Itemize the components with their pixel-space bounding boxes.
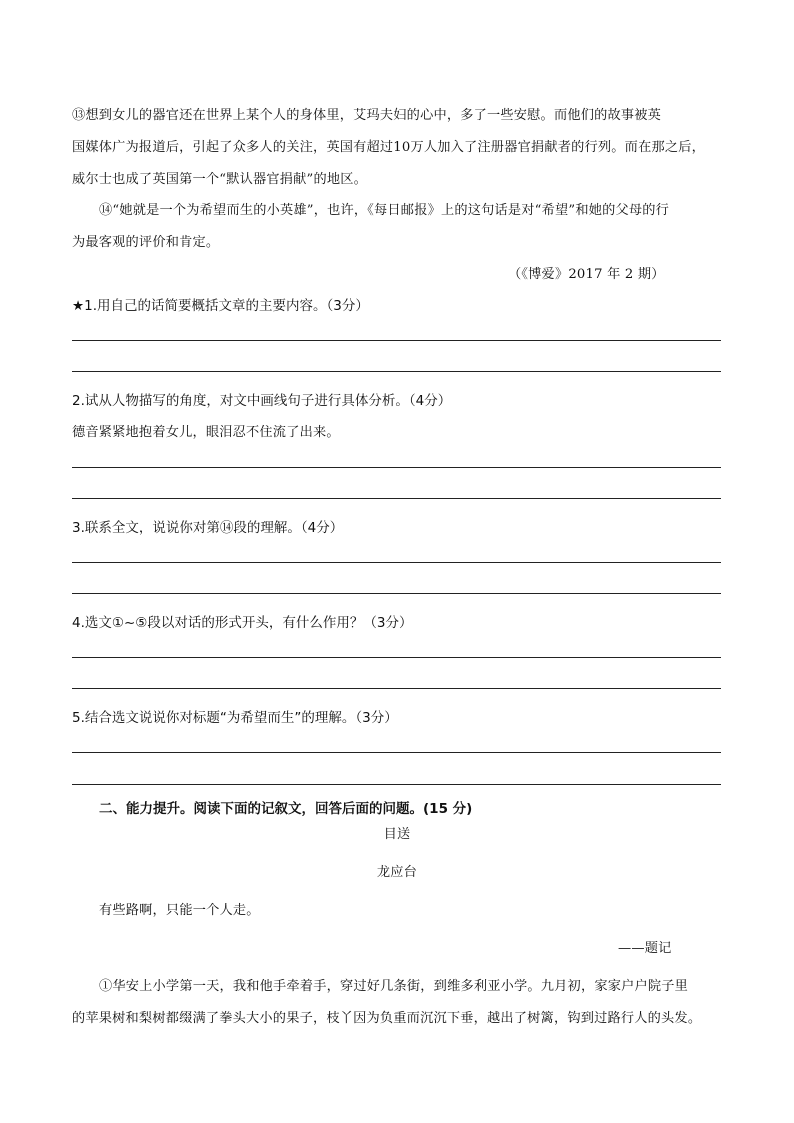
underlined-sentence-quote: 德音紧紧地抱着女儿，眼泪忍不住流了出来。	[72, 425, 340, 440]
question-5: 5.结合选文说说你对标题“为希望而生”的理解。（3分）	[72, 710, 398, 726]
article-author: 龙应台	[376, 865, 418, 880]
answer-line[interactable]	[72, 562, 721, 563]
question-3: 3.联系全文，说说你对第⑭段的理解。（4分）	[72, 520, 344, 536]
answer-line[interactable]	[72, 784, 721, 785]
section-2-heading: 二、能力提升。阅读下面的记叙文，回答后面的问题。(15 分)	[99, 801, 473, 817]
article-paragraph-1-line-1: ①华安上小学第一天，我和他手牵着手，穿过好几条街，到维多利亚小学。九月初，家家户户院子里	[99, 979, 689, 994]
question-4: 4.选文①~⑤段以对话的形式开头，有什么作用？（3分）	[72, 615, 413, 631]
answer-line[interactable]	[72, 593, 721, 594]
article-paragraph-1-line-2: 的苹果树和梨树都缀满了拳头大小的果子，枝丫因为负重而沉沉下垂，越出了树篱，钩到过路行人的头发。	[72, 1011, 702, 1026]
paragraph-13-line-1: ⑬想到女儿的器官还在世界上某个人的身体里，艾玛夫妇的心中，多了一些安慰。而他们的故事被英	[72, 108, 662, 123]
paragraph-13-line-2: 国媒体广为报道后，引起了众多人的关注，英国有超过10万人加入了注册器官捐献者的行列。而在那之后，	[72, 140, 706, 155]
answer-line[interactable]	[72, 340, 721, 341]
answer-line[interactable]	[72, 688, 721, 689]
answer-line[interactable]	[72, 657, 721, 658]
answer-line[interactable]	[72, 498, 721, 499]
epigraph-label: ——题记	[618, 941, 672, 956]
answer-line[interactable]	[72, 752, 721, 753]
paragraph-14-line-1: ⑭“她就是一个为希望而生的小英雄”，也许，《每日邮报》上的这句话是对“希望”和她的父母的行	[99, 203, 670, 218]
question-2: 2.试从人物描写的角度，对文中画线句子进行具体分析。（4分）	[72, 393, 452, 409]
answer-line[interactable]	[72, 371, 721, 372]
question-1: ★1.用自己的话简要概括文章的主要内容。（3分）	[72, 298, 369, 314]
article-title: 目送	[383, 827, 411, 842]
answer-line[interactable]	[72, 467, 721, 468]
source-citation: （《博爱》2017 年 2 期）	[508, 267, 665, 282]
paragraph-14-line-2: 为最客观的评价和肯定。	[72, 235, 220, 250]
epigraph: 有些路啊，只能一个人走。	[99, 903, 260, 918]
paragraph-13-line-3: 威尔士也成了英国第一个“默认器官捐献”的地区。	[72, 172, 368, 187]
